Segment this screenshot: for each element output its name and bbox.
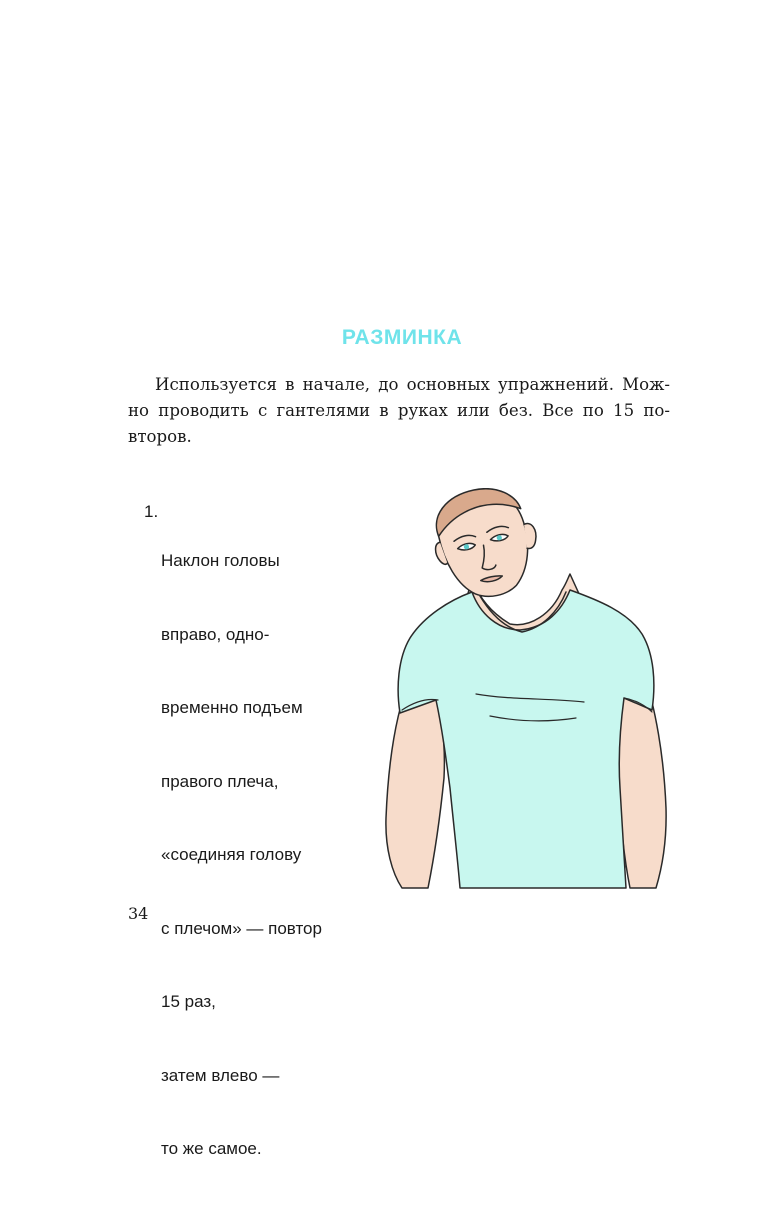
exercise-line: временно подъем [161, 698, 303, 717]
man-head-tilt-illustration [380, 488, 670, 893]
intro-line: Используется в начале, до основных упражнений. Мож- [155, 375, 670, 394]
exercise-line: затем влево — [161, 1065, 280, 1085]
intro-paragraph [128, 372, 670, 450]
page-number: 34 [128, 904, 149, 923]
head [425, 488, 547, 606]
exercise-line: то же самое. [161, 1139, 262, 1158]
intro-line: но проводить с гантелями в руках или без. Все по 15 по- [128, 401, 670, 420]
left-arm [386, 678, 444, 888]
exercise-line: с плечом» — повтор [161, 918, 322, 938]
exercise-line: правого плеча, [161, 771, 279, 791]
section-heading: РАЗМИНКА [341, 326, 463, 349]
exercise-line: вправо, одно- [161, 624, 270, 644]
exercise-text [161, 500, 322, 1211]
exercise-line: Наклон головы [161, 551, 280, 570]
exercise-number: 1. [144, 502, 159, 521]
intro-line: второв. [128, 427, 192, 446]
exercise-line: 15 раз, [161, 992, 216, 1011]
exercise-line: «соединяя голову [161, 845, 302, 864]
